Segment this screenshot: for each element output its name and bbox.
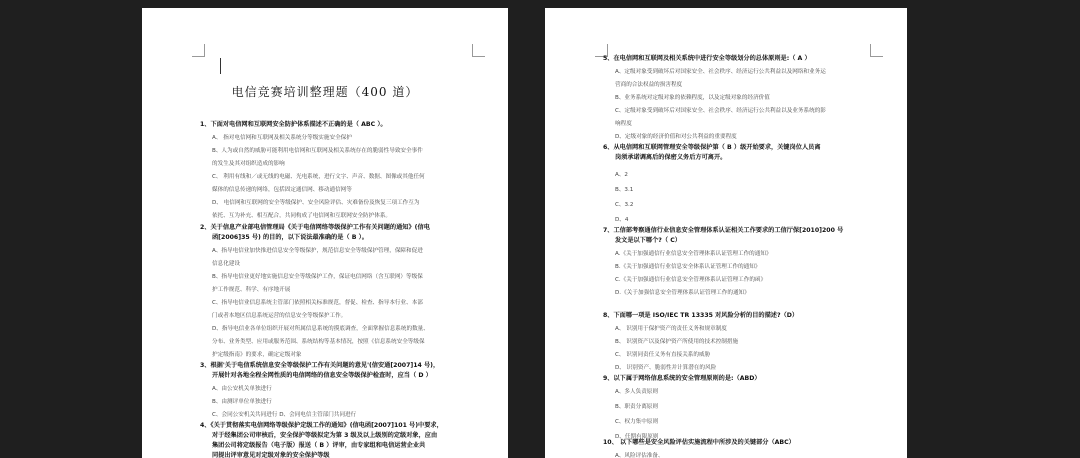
option-line: C、 利用有线和／或无线的电磁、光电系统，进行文字、声音、数据、图像或其他任何 [212, 174, 425, 180]
question-line: 开展针对各地全程全网性质的电信网络的信息安全等级保护检查时，应当（ D ） [212, 372, 432, 379]
document-page-left[interactable] [142, 8, 508, 458]
question-line: 集团公司将定级报告（电子版）报送（ B ）评审，由专家组和电信运营企业共 [212, 442, 426, 449]
option-line: C、指导电信业信息系统主管部门依照相关标准规范，督促、检查、指导本行业、本部 [212, 300, 423, 306]
option-line: B、人为或自然的威胁可能利用电信网和互联网及相关系统存在的脆弱性导致安全事件 [212, 148, 423, 154]
option-line: D.《关于加强信息安全管理体系认证管理工作的通知》 [615, 290, 750, 296]
option-line: A、 识别用于保护资产的责任义务和规章制度 [615, 326, 727, 332]
option-line: 信息化建设 [212, 261, 240, 267]
question-line: 6、从电信网和互联网管理安全等级保护第（ B ）级开始要求，关键岗位人员离 [603, 144, 821, 151]
option-line: 分布、业务类型、应用或服务范围、系统结构等基本情况，按照《信息系统安全等级保 [212, 339, 425, 345]
document-page-right[interactable] [545, 8, 907, 458]
option-line: 护定级指南》的要求，确定定级对象 [212, 352, 302, 358]
option-line: D、 电信网和互联网的安全等级保护、安全风险评估、灾难备份及恢复三项工作互为 [212, 200, 420, 206]
option-line: A.《关于加强通信行业信息安全管理体系认证管理工作的通知》 [615, 251, 772, 257]
option-line: 门或者本地区信息系统运营的信息安全等级保护工作。 [212, 313, 347, 319]
question-line: 函[2006]35 号) 的目的，以下说法最准确的是（ B ）。 [212, 234, 368, 241]
option-line: A、 指对电信网和互联网及相关系统分等级实施安全保护 [212, 135, 352, 141]
question-line: 8、下面哪一项是 ISO/IEC TR 13335 对风险分析的目的描述?（D） [603, 312, 799, 319]
question-line: 10、 以下哪些是安全风险评估实施流程中所涉及的关键部分（ABC） [603, 439, 795, 446]
option-line: 依托、互为补充、相互配合，共同构成了电信网和互联网安全防护体系。 [212, 213, 392, 219]
option-line: C、会同公安机关共同进行 D、会同电信主管部门共同进行 [212, 412, 357, 418]
crop-mark-top-right [870, 44, 883, 57]
question-line: 同提出评审意见对定级对象的安全保护等级 [212, 452, 330, 458]
question-line: 4、《关于贯彻落实电信网络等级保护定级工作的通知》(信电函[2007]101 号)中要求， [200, 422, 443, 429]
question-line: 对于经集团公司审核后，安全保护等级拟定为第 3 级及以上级别的定级对象，应由 [212, 432, 438, 439]
question-line: 1、下面对电信网和互联网安全防护体系描述不正确的是（ ABC ）。 [200, 121, 387, 128]
option-line: C、 识别同责任义务有直接关系的威胁 [615, 352, 711, 358]
text-cursor [220, 58, 221, 74]
question-line: 岗须承诺调离后的保密义务后方可离开。 [615, 154, 727, 161]
option-line: 护工作规范、科学、有序地开展 [212, 287, 291, 293]
option-line: C、3.2 [615, 202, 634, 208]
option-line: C.《关于加强通信行业信息安全管理体系认证管理工作的函》 [615, 277, 767, 283]
option-line: B、指导电信业更好地实施信息安全等级保护工作，保证电信网络（含互联网）等级保 [212, 274, 423, 280]
crop-mark-top-left [192, 44, 205, 57]
option-line: 营商的合法权益的损害程度 [615, 82, 683, 88]
option-line: B.《关于加强通信行业信息安全体系认证管理工作的通知》 [615, 264, 761, 270]
question-line: 7、工信部考察通信行业信息安全管理体系认证相关工作要求的工信厅保[2010]200 号 [603, 227, 844, 234]
option-line: A、定级对象受到破坏后对国家安全、社会秩序、经济运行公共利益以及网络和业务运 [615, 69, 826, 75]
option-line: B、职责分离原则 [615, 404, 658, 410]
option-line: D、定级对象的经济价值和对公共利益的重要程度 [615, 134, 737, 140]
option-line: B、由测评单位单独进行 [212, 399, 272, 405]
option-line: D、指导电信业各单位组织开展对所属信息系统的摸底调查，全面掌握信息系统的数量、 [212, 326, 429, 332]
option-line: D、 识别资产、脆弱性并计算潜在的风险 [615, 365, 717, 371]
option-line: 媒体的信息传递的网络，包括固定通信网、移动通信网等 [212, 187, 352, 193]
option-line: A、风险评估准备、 [615, 453, 664, 458]
question-line: 2、关于信息产业部电信管理局《关于电信网络等级保护工作有关问题的通知》(信电 [200, 224, 430, 231]
option-line: D、4 [615, 217, 629, 223]
question-line: 5、在电信网和互联网及相关系统中进行安全等级划分的总体原则是:（ A ） [603, 55, 811, 62]
option-line: B、3.1 [615, 187, 634, 193]
option-line: D、任期有限原则 [615, 434, 659, 440]
question-line: 9、以下属于网络信息系统的安全管理原则的是:（ABD） [603, 375, 761, 382]
option-line: 响程度 [615, 121, 632, 127]
option-line: B、 识别资产以及保护资产所使用的技术控制措施 [615, 339, 739, 345]
option-line: 的发生及其对组织造成的影响 [212, 161, 285, 167]
option-line: A、指导电信业加快推进信息安全等级保护，规范信息安全等级保护管理，保障和促进 [212, 248, 423, 254]
option-line: C、权力集中原则 [615, 419, 659, 425]
question-line: 3、根据'关于电信系统信息安全等级保护工作有关问题的意见'(信安通[2007]14 号)， [200, 362, 440, 369]
option-line: B、业务系统对定级对象的依赖程度，以及定级对象的经济价值 [615, 95, 770, 101]
option-line: A、多人负责原则 [615, 389, 658, 395]
crop-mark-top-right [472, 44, 485, 57]
option-line: A、由公安机关单独进行 [212, 386, 272, 392]
option-line: C、定级对象受到破坏后对国家安全、社会秩序、经济运行公共利益以及业务系统的影 [615, 108, 826, 114]
document-title: 电信竞赛培训整理题（400 道） [231, 85, 419, 99]
question-line: 发文是以下哪个?（ C） [615, 237, 681, 244]
option-line: A、2 [615, 172, 628, 178]
